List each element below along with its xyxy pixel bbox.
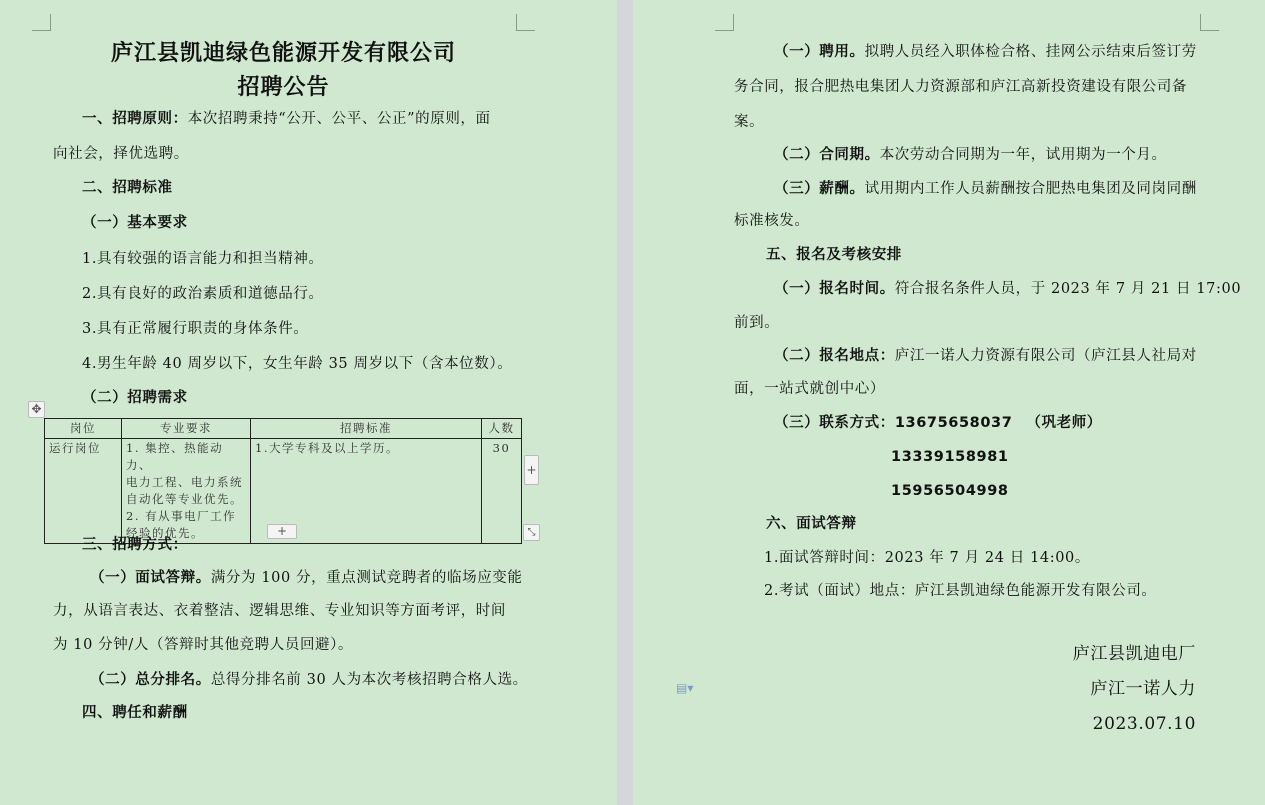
column-header: 招聘标准	[251, 419, 482, 439]
margin-corner-mark	[32, 14, 51, 31]
section-heading: 六、面试答辩	[766, 516, 857, 532]
contact-name: （巩老师）	[1026, 415, 1102, 431]
section-heading: 五、报名及考核安排	[766, 247, 902, 263]
cell-major	[122, 439, 251, 544]
paragraph	[774, 42, 1197, 62]
section-heading: 三、招聘方式：	[82, 537, 188, 553]
phone-number: 13675658037	[894, 415, 1013, 431]
page-gap	[617, 0, 633, 805]
signature-org: 庐江县凯迪电厂	[1072, 644, 1196, 664]
paragraph	[774, 279, 1241, 299]
text-line: 2. 有从事电厂工作	[126, 509, 237, 523]
paragraph	[774, 413, 1102, 433]
paragraph	[90, 670, 528, 690]
text: 试用期内工作人员薪酬按合肥热电集团及同岗同酬	[864, 181, 1197, 197]
text-line: 务合同，报合肥热电集团人力资源部和庐江高新投资建设有限公司备	[734, 79, 1187, 95]
paragraph-heading: （二）总分排名。	[90, 672, 211, 688]
table-move-handle-icon[interactable]: ✥	[28, 401, 45, 418]
document-subtitle: 招聘公告	[237, 75, 330, 100]
paragraph	[774, 179, 1197, 199]
section-heading: 一、招聘原则：	[82, 111, 188, 127]
paragraph	[82, 109, 491, 129]
list-item: 1.具有较强的语言能力和担当精神。	[82, 251, 324, 267]
paragraph-heading: （一）聘用。	[774, 44, 865, 60]
cell-count: 30	[482, 439, 522, 544]
section-heading: 二、招聘标准	[82, 180, 173, 196]
text: 拟聘人员经入职体检合格、挂网公示结束后签订劳	[864, 44, 1197, 60]
paragraph-heading: （二）合同期。	[774, 147, 880, 163]
text: 庐江一诺人力资源有限公司（庐江县人社局对	[894, 348, 1197, 364]
paragraph	[774, 346, 1197, 366]
paragraph	[90, 568, 523, 588]
signature-org: 庐江一诺人力	[1090, 679, 1196, 699]
phone-number: 15956504998	[891, 483, 1009, 499]
margin-corner-mark	[715, 14, 734, 31]
document-page-left	[0, 0, 617, 805]
document-page-right	[633, 0, 1265, 805]
text-line: 面，一站式就创中心）	[734, 381, 885, 397]
paste-options-icon[interactable]: ▤▾	[676, 681, 694, 695]
text-line: 力，从语言表达、衣着整洁、逻辑思维、专业知识等方面考评，时间	[53, 603, 506, 619]
section-heading: 四、聘任和薪酬	[82, 705, 188, 721]
text-line: 前到。	[734, 315, 780, 331]
text: 符合报名条件人员，于 2023 年 7 月 21 日 17:00	[894, 281, 1242, 297]
add-column-button[interactable]: +	[524, 455, 539, 485]
paragraph-heading: （一）面试答辩。	[90, 570, 211, 586]
column-header: 岗位	[45, 419, 122, 439]
text: 总得分排名前 30 人为本次考核招聘合格人选。	[210, 672, 528, 688]
margin-corner-mark	[516, 14, 535, 31]
paragraph-heading: （三）薪酬。	[774, 181, 865, 197]
text-line: 案。	[734, 114, 765, 130]
list-item: 3.具有正常履行职责的身体条件。	[82, 321, 309, 337]
paragraph	[774, 145, 1167, 165]
list-item: 4.男生年龄 40 周岁以下，女生年龄 35 周岁以下（含本位数）。	[82, 356, 513, 372]
text: 本次招聘秉持“公开、公平、公正”的原则，面	[187, 111, 491, 127]
text: 满分为 100 分，重点测试竞聘者的临场应变能	[210, 570, 523, 586]
text-line: 自动化等专业优先。	[126, 492, 243, 506]
signature-date: 2023.07.10	[1092, 714, 1196, 734]
paragraph-heading: （三）联系方式：	[774, 415, 895, 431]
margin-corner-mark	[1200, 14, 1219, 31]
table-header-row	[45, 419, 522, 439]
column-header: 专业要求	[122, 419, 251, 439]
cell-standard: 1.大学专科及以上学历。	[251, 439, 482, 544]
list-item: 2.考试（面试）地点：庐江县凯迪绿色能源开发有限公司。	[764, 583, 1157, 599]
add-row-button[interactable]: +	[267, 524, 297, 539]
cell-post: 运行岗位	[45, 439, 122, 544]
text-line: 为 10 分钟/人（答辩时其他竞聘人员回避）。	[53, 637, 354, 653]
paragraph-heading: （一）报名时间。	[774, 281, 895, 297]
list-item: 1.面试答辩时间：2023 年 7 月 24 日 14:00。	[764, 550, 1090, 566]
subsection-heading: （二）招聘需求	[82, 390, 188, 406]
text: 本次劳动合同期为一年，试用期为一个月。	[879, 147, 1167, 163]
text-line: 经验的优先。	[126, 526, 204, 540]
table-resize-handle-icon[interactable]: ⤡	[523, 524, 540, 541]
text-line: 1. 集控、热能动力、	[126, 441, 224, 472]
column-header: 人数	[482, 419, 522, 439]
text-line: 标准核发。	[734, 213, 810, 229]
document-title: 庐江县凯迪绿色能源开发有限公司	[110, 41, 456, 66]
list-item: 2.具有良好的政治素质和道德品行。	[82, 286, 324, 302]
text-line: 电力工程、电力系统	[126, 475, 243, 489]
phone-number: 13339158981	[891, 449, 1009, 465]
text-line: 向社会，择优选聘。	[53, 146, 189, 162]
subsection-heading: （一）基本要求	[82, 215, 188, 231]
paragraph-heading: （二）报名地点：	[774, 348, 895, 364]
